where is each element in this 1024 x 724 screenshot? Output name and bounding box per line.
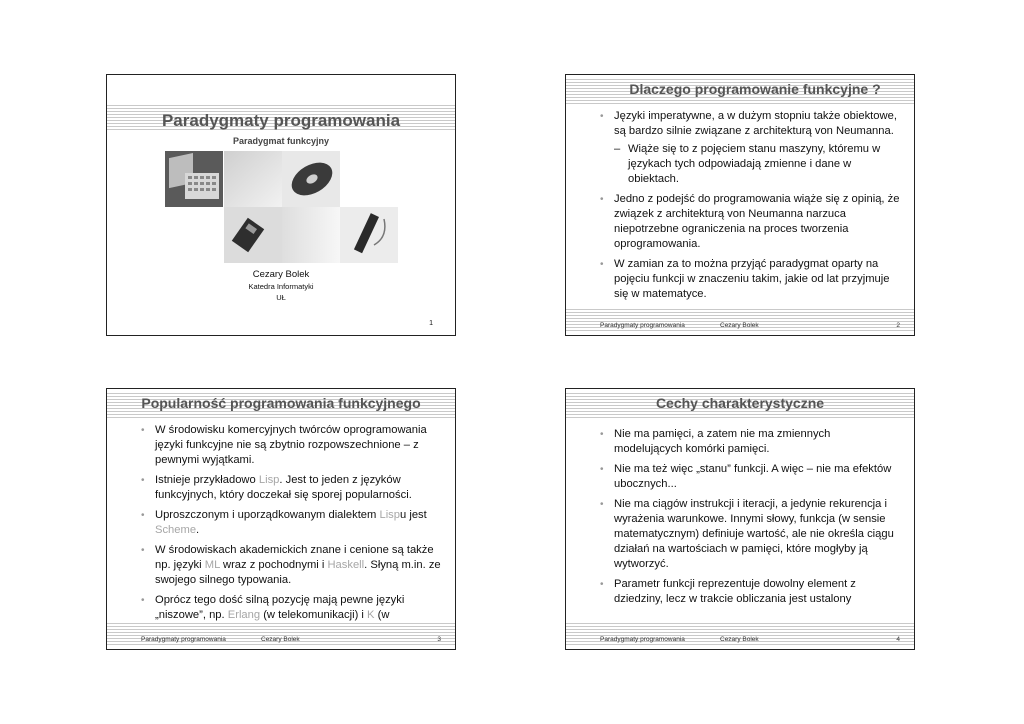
slide-title: Dlaczego programowanie funkcyjne ? (629, 81, 881, 97)
bullet-list (600, 109, 900, 307)
dash-icon: – (614, 143, 621, 155)
bullet-icon: • (600, 429, 604, 440)
slide-subtitle: Paradygmat funkcyjny (232, 136, 330, 146)
page-number: 2 (896, 322, 900, 329)
page-number: 1 (429, 320, 433, 327)
list-item: • Nie ma ciągów instrukcji i iteracji, a jedynie rekurencja i wyrażenia warunkowe. Innymi słowy, funkcja (w sensie matematycznym) definiuje wartość, ale nie określa ciągu działań na wartościach w pamięci, które mogłyby ją wytworzyć. (600, 498, 894, 570)
sub-list-item: – Wiąże się to z pojęciem stanu maszyny, któremu w językach tych odpowiadają zmienne i dane w obiektach. (614, 143, 881, 185)
memory-chip-image (340, 207, 398, 263)
list-item: • Nie ma też więc „stanu” funkcji. A więc – nie ma efektów ubocznych... (600, 463, 892, 490)
list-item: • W środowisku komercyjnych twórców oprogramowania języki funkcyjne nie są zbytnio rozpowszechnione – z pewnymi wyjątkami. (141, 424, 427, 466)
list-item: • W zamian za to można przyjąć paradygmat oparty na pojęciu funkcji w znaczeniu takim, jakie od lat przyjmuje się w matematyce. (600, 258, 890, 300)
bullet-icon: • (600, 579, 604, 590)
list-item: • Istnieje przykładowo Lisp. Jest to jeden z języków funkcyjnych, który doczekał się sporej popularności. (141, 474, 412, 501)
language-name: Lisp (379, 509, 400, 521)
footer-author: Cezary Bolek (720, 636, 759, 643)
list-item: • Jedno z podejść do programowania wiąże się z opinią, że związek z architekturą von Neumanna narzuca niepotrzebne ograniczenia na proces tworzenia oprogramowania. (600, 193, 900, 250)
footer-course: Paradygmaty programowania (141, 636, 226, 643)
blank-tile-image (224, 151, 282, 207)
language-name: Lisp (258, 474, 280, 486)
list-item: • Uproszczonym i uporządkowanym dialektem Lispu jest Scheme. (141, 509, 427, 536)
slide-1 (106, 74, 456, 336)
list-item: • W środowiskach akademickich znane i cenione są także np. języki ML wraz z pochodnymi i Haskell. Słyną m.in. ze swojego silnego typowania. (141, 544, 441, 586)
footer-course: Paradygmaty programowania (600, 322, 685, 329)
cd-disc-image (282, 151, 340, 207)
list-item: • Nie ma pamięci, a zatem nie ma zmiennych modelujących komórki pamięci. (600, 428, 831, 455)
list-item: • Parametr funkcji reprezentuje dowolny element z dziedziny, lecz w trakcie obliczania jest ustalony (600, 578, 856, 605)
bullet-icon: • (600, 111, 604, 122)
bullet-icon: • (141, 425, 145, 436)
footer (566, 317, 914, 329)
page-number: 4 (896, 636, 900, 643)
keyboard-image (165, 151, 223, 207)
list-item: • Oprócz tego dość silną pozycję mają pewne języki „niszowe”, np. Erlang (w telekomunikacji) i K (w (141, 594, 405, 621)
slide-3 (106, 388, 456, 650)
bullet-icon: • (141, 545, 145, 556)
footer-course: Paradygmaty programowania (600, 636, 685, 643)
slide-4 (565, 388, 915, 650)
list-item: • Języki imperatywne, a w dużym stopniu także obiektowe, są bardzo silnie związane z architekturą von Neumanna. (600, 110, 897, 137)
language-name: Haskell (327, 559, 365, 571)
bullet-list (141, 423, 441, 643)
language-name: Erlang (227, 609, 261, 621)
department: Katedra Informatyki (248, 282, 314, 291)
language-name: K (367, 609, 375, 621)
footer (107, 631, 455, 643)
bullet-icon: • (600, 259, 604, 270)
bullet-list (600, 427, 900, 612)
slide-2 (565, 74, 915, 336)
slide-title: Popularność programowania funkcyjnego (141, 395, 421, 411)
footer (566, 631, 914, 643)
slide-title: Cechy charakterystyczne (655, 395, 825, 411)
bullet-icon: • (141, 595, 145, 606)
floppy-disk-image (224, 207, 282, 263)
language-name: ML (204, 559, 220, 571)
footer-author: Cezary Bolek (720, 322, 759, 329)
slide-title: Paradygmaty programowania (161, 111, 401, 130)
bullet-icon: • (141, 510, 145, 521)
bullet-icon: • (141, 475, 145, 486)
language-name: Scheme (155, 524, 197, 536)
page-number: 3 (437, 636, 441, 643)
bullet-icon: • (600, 194, 604, 205)
bullet-icon: • (600, 464, 604, 475)
footer-author: Cezary Bolek (261, 636, 300, 643)
blank-tile-image-2 (282, 207, 340, 263)
bullet-icon: • (600, 499, 604, 510)
university: UŁ (276, 293, 286, 302)
author-name: Cezary Bolek (252, 269, 310, 280)
